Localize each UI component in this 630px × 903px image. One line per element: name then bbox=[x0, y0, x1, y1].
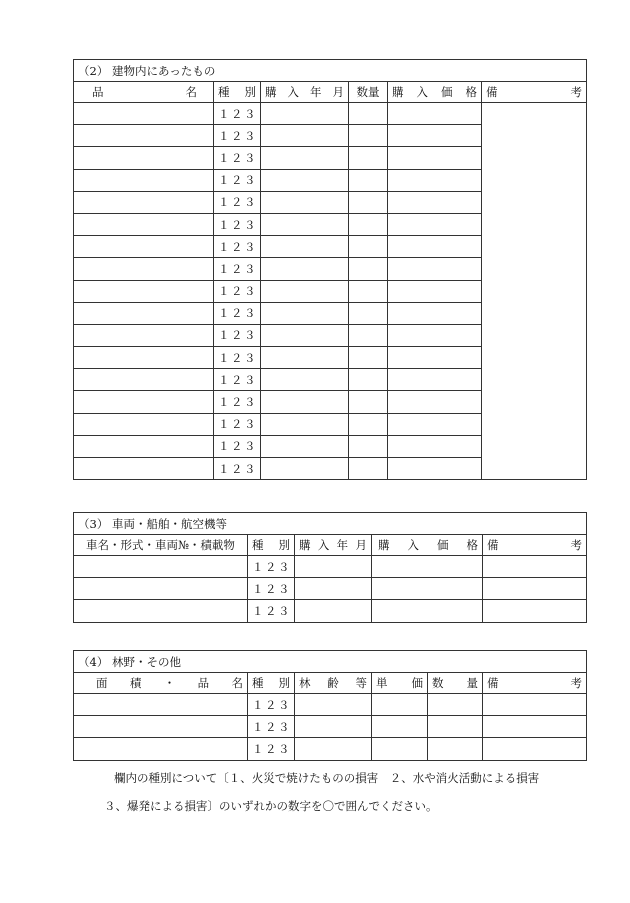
purchase-price-cell[interactable] bbox=[388, 280, 482, 302]
type-selector-cell[interactable]: １２３ bbox=[214, 236, 261, 258]
type-selector-cell[interactable]: １２３ bbox=[214, 169, 261, 191]
note-line-1: 欄内の種別について〔１、火災で焼けたものの損害 ２、水や消火活動による損害 bbox=[114, 771, 540, 785]
quantity-cell[interactable] bbox=[349, 302, 388, 324]
purchase-price-cell[interactable] bbox=[388, 391, 482, 413]
type-selector-cell[interactable]: １２３ bbox=[248, 716, 295, 738]
header-age: 林 齢 等 bbox=[295, 673, 372, 694]
purchase-price-cell[interactable] bbox=[372, 556, 483, 578]
area-name-cell[interactable] bbox=[74, 738, 248, 760]
remarks-cell[interactable] bbox=[483, 716, 587, 738]
type-selector-cell[interactable]: １２３ bbox=[214, 369, 261, 391]
quantity-cell[interactable] bbox=[428, 738, 483, 760]
remarks-cell[interactable] bbox=[483, 600, 587, 622]
header-type: 種 別 bbox=[214, 82, 261, 103]
purchase-price-cell[interactable] bbox=[388, 435, 482, 457]
quantity-cell[interactable] bbox=[349, 280, 388, 302]
item-name-cell[interactable] bbox=[74, 369, 214, 391]
type-selector-cell[interactable]: １２３ bbox=[214, 413, 261, 435]
remarks-cell[interactable] bbox=[483, 578, 587, 600]
item-name-cell[interactable] bbox=[74, 458, 214, 480]
header-purchase-date: 購 入 年 月 bbox=[261, 82, 349, 103]
purchase-price-cell[interactable] bbox=[388, 103, 482, 125]
table-row bbox=[74, 716, 587, 738]
purchase-date-cell[interactable] bbox=[261, 169, 349, 191]
table-row bbox=[74, 103, 587, 125]
header-quantity: 数 量 bbox=[428, 673, 483, 694]
purchase-price-cell[interactable] bbox=[388, 458, 482, 480]
header-vehicle-name: 車名・形式・車両№・積載物 bbox=[74, 535, 248, 556]
quantity-cell[interactable] bbox=[349, 125, 388, 147]
purchase-price-cell[interactable] bbox=[388, 258, 482, 280]
table-row bbox=[74, 556, 587, 578]
section-3-table bbox=[73, 512, 587, 623]
purchase-date-cell[interactable] bbox=[261, 435, 349, 457]
type-selector-cell[interactable]: １２３ bbox=[248, 694, 295, 716]
unit-price-cell[interactable] bbox=[372, 716, 428, 738]
unit-price-cell[interactable] bbox=[372, 738, 428, 760]
purchase-price-cell[interactable] bbox=[388, 347, 482, 369]
purchase-price-cell[interactable] bbox=[372, 600, 483, 622]
type-selector-cell[interactable]: １２３ bbox=[214, 391, 261, 413]
type-selector-cell[interactable]: １２３ bbox=[214, 103, 261, 125]
header-type: 種 別 bbox=[248, 673, 295, 694]
purchase-date-cell[interactable] bbox=[261, 236, 349, 258]
purchase-date-cell[interactable] bbox=[261, 458, 349, 480]
table-row bbox=[74, 738, 587, 760]
quantity-cell[interactable] bbox=[349, 413, 388, 435]
quantity-cell[interactable] bbox=[349, 103, 388, 125]
type-selector-cell[interactable]: １２３ bbox=[214, 213, 261, 235]
item-name-cell[interactable] bbox=[74, 258, 214, 280]
table-row bbox=[74, 578, 587, 600]
header-area-name: 面 積 ・ 品 名 bbox=[74, 673, 248, 694]
type-selector-cell[interactable]: １２３ bbox=[214, 458, 261, 480]
header-price: 購 入 価 格 bbox=[372, 535, 483, 556]
type-selector-cell[interactable]: １２３ bbox=[214, 347, 261, 369]
purchase-date-cell[interactable] bbox=[295, 600, 372, 622]
unit-price-cell[interactable] bbox=[372, 694, 428, 716]
purchase-price-cell[interactable] bbox=[388, 413, 482, 435]
purchase-date-cell[interactable] bbox=[261, 413, 349, 435]
purchase-date-cell[interactable] bbox=[261, 191, 349, 213]
vehicle-name-cell[interactable] bbox=[74, 578, 248, 600]
item-name-cell[interactable] bbox=[74, 302, 214, 324]
header-purchase-date: 購 入 年 月 bbox=[295, 535, 372, 556]
purchase-price-cell[interactable] bbox=[372, 578, 483, 600]
type-selector-cell[interactable]: １２３ bbox=[214, 280, 261, 302]
note-line-2: ３、爆発による損害〕のいずれかの数字を〇で囲んでください。 bbox=[104, 799, 438, 813]
type-selector-cell[interactable]: １２３ bbox=[248, 556, 295, 578]
purchase-price-cell[interactable] bbox=[388, 324, 482, 346]
purchase-date-cell[interactable] bbox=[261, 147, 349, 169]
age-cell[interactable] bbox=[295, 694, 372, 716]
type-selector-cell[interactable]: １２３ bbox=[248, 578, 295, 600]
header-quantity: 数量 bbox=[349, 82, 388, 103]
item-name-cell[interactable] bbox=[74, 391, 214, 413]
type-selector-cell[interactable]: １２３ bbox=[214, 435, 261, 457]
vehicle-name-cell[interactable] bbox=[74, 600, 248, 622]
purchase-date-cell[interactable] bbox=[261, 258, 349, 280]
item-name-cell[interactable] bbox=[74, 236, 214, 258]
purchase-price-cell[interactable] bbox=[388, 213, 482, 235]
quantity-cell[interactable] bbox=[349, 324, 388, 346]
purchase-date-cell[interactable] bbox=[261, 302, 349, 324]
header-unit-price: 単 価 bbox=[372, 673, 428, 694]
quantity-cell[interactable] bbox=[349, 391, 388, 413]
item-name-cell[interactable] bbox=[74, 280, 214, 302]
purchase-price-cell[interactable] bbox=[388, 125, 482, 147]
quantity-cell[interactable] bbox=[349, 258, 388, 280]
purchase-price-cell[interactable] bbox=[388, 147, 482, 169]
age-cell[interactable] bbox=[295, 716, 372, 738]
remarks-cell[interactable] bbox=[483, 738, 587, 760]
item-name-cell[interactable] bbox=[74, 191, 214, 213]
type-selector-cell[interactable]: １２３ bbox=[214, 324, 261, 346]
header-price: 購 入 価 格 bbox=[388, 82, 482, 103]
age-cell[interactable] bbox=[295, 738, 372, 760]
remarks-cell[interactable] bbox=[483, 694, 587, 716]
purchase-price-cell[interactable] bbox=[388, 236, 482, 258]
purchase-date-cell[interactable] bbox=[261, 213, 349, 235]
purchase-date-cell[interactable] bbox=[261, 369, 349, 391]
item-name-cell[interactable] bbox=[74, 103, 214, 125]
type-selector-cell[interactable]: １２３ bbox=[214, 258, 261, 280]
vehicle-name-cell[interactable] bbox=[74, 556, 248, 578]
purchase-date-cell[interactable] bbox=[261, 391, 349, 413]
section-4-table bbox=[73, 650, 587, 761]
purchase-date-cell[interactable] bbox=[261, 347, 349, 369]
area-name-cell[interactable] bbox=[74, 694, 248, 716]
purchase-date-cell[interactable] bbox=[261, 103, 349, 125]
quantity-cell[interactable] bbox=[349, 236, 388, 258]
quantity-cell[interactable] bbox=[428, 716, 483, 738]
table-row bbox=[74, 600, 587, 622]
table-row bbox=[74, 694, 587, 716]
header-type: 種 別 bbox=[248, 535, 295, 556]
item-name-cell[interactable] bbox=[74, 347, 214, 369]
quantity-cell[interactable] bbox=[349, 347, 388, 369]
item-name-cell[interactable] bbox=[74, 125, 214, 147]
header-name: 品 名 bbox=[74, 82, 214, 103]
item-name-cell[interactable] bbox=[74, 324, 214, 346]
type-selector-cell[interactable]: １２３ bbox=[214, 191, 261, 213]
purchase-price-cell[interactable] bbox=[388, 302, 482, 324]
section-2-table bbox=[73, 59, 587, 480]
purchase-date-cell[interactable] bbox=[261, 280, 349, 302]
purchase-date-cell[interactable] bbox=[261, 324, 349, 346]
purchase-price-cell[interactable] bbox=[388, 191, 482, 213]
item-name-cell[interactable] bbox=[74, 213, 214, 235]
section-4-title: （4） 林野・その他 bbox=[74, 651, 587, 673]
type-selector-cell[interactable]: １２３ bbox=[214, 125, 261, 147]
header-remarks: 備 考 bbox=[482, 82, 587, 103]
purchase-price-cell[interactable] bbox=[388, 369, 482, 391]
remarks-cell[interactable] bbox=[483, 556, 587, 578]
quantity-cell[interactable] bbox=[349, 169, 388, 191]
header-remarks: 備 考 bbox=[483, 673, 587, 694]
quantity-cell[interactable] bbox=[349, 435, 388, 457]
quantity-cell[interactable] bbox=[349, 191, 388, 213]
item-name-cell[interactable] bbox=[74, 413, 214, 435]
quantity-cell[interactable] bbox=[428, 694, 483, 716]
header-remarks: 備 考 bbox=[483, 535, 587, 556]
purchase-date-cell[interactable] bbox=[261, 125, 349, 147]
type-selector-cell[interactable]: １２３ bbox=[248, 600, 295, 622]
section-2-title: （2） 建物内にあったもの bbox=[74, 60, 587, 82]
purchase-date-cell[interactable] bbox=[295, 556, 372, 578]
section-3-title: （3） 車両・船舶・航空機等 bbox=[74, 513, 587, 535]
quantity-cell[interactable] bbox=[349, 147, 388, 169]
purchase-date-cell[interactable] bbox=[295, 578, 372, 600]
type-selector-cell[interactable]: １２３ bbox=[214, 302, 261, 324]
quantity-cell[interactable] bbox=[349, 369, 388, 391]
purchase-price-cell[interactable] bbox=[388, 169, 482, 191]
area-name-cell[interactable] bbox=[74, 716, 248, 738]
item-name-cell[interactable] bbox=[74, 435, 214, 457]
type-selector-cell[interactable]: １２３ bbox=[214, 147, 261, 169]
remarks-cell[interactable] bbox=[482, 103, 587, 480]
type-selector-cell[interactable]: １２３ bbox=[248, 738, 295, 760]
quantity-cell[interactable] bbox=[349, 458, 388, 480]
quantity-cell[interactable] bbox=[349, 213, 388, 235]
item-name-cell[interactable] bbox=[74, 169, 214, 191]
item-name-cell[interactable] bbox=[74, 147, 214, 169]
